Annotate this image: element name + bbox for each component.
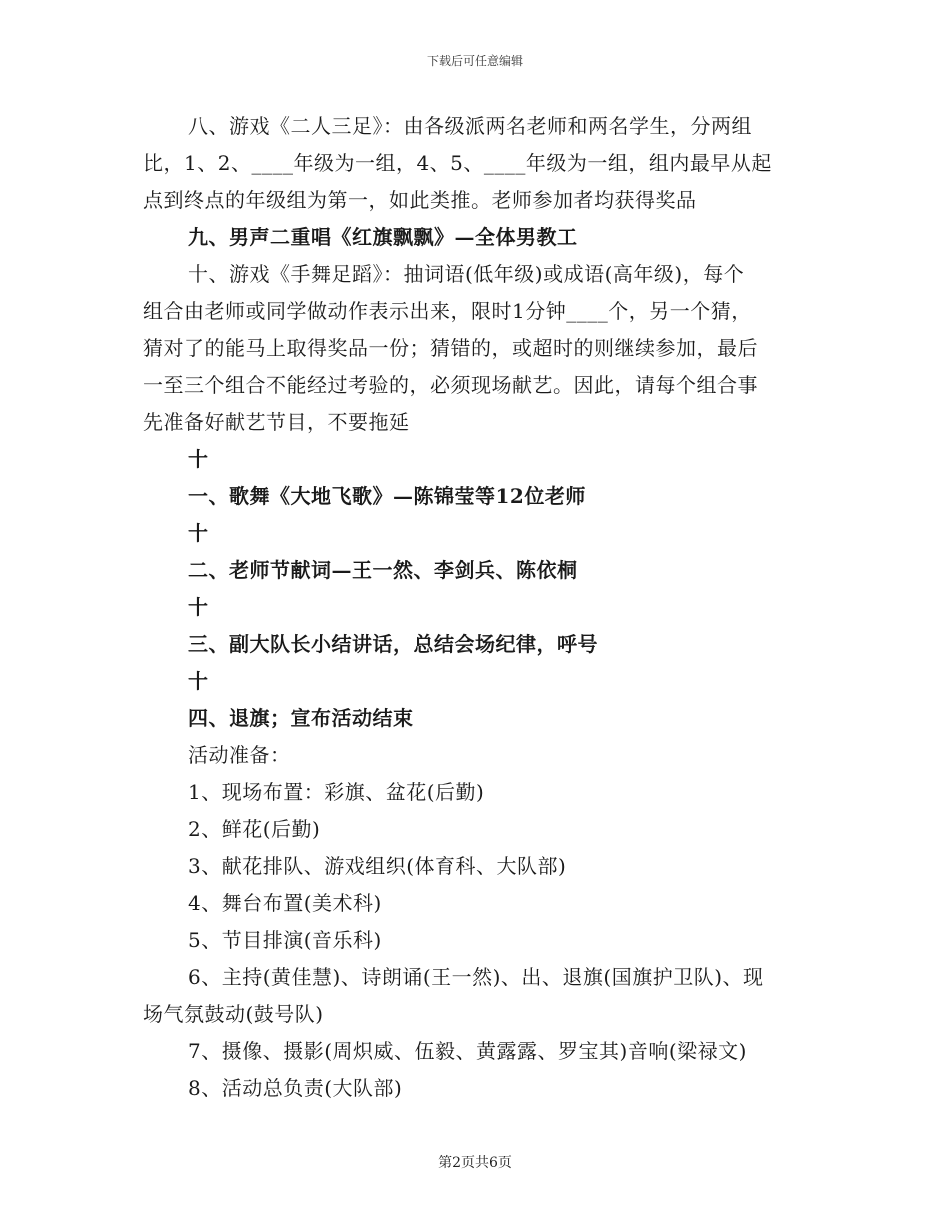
item-10-line-5: 先准备好献艺节目，不要拖延 [143, 410, 410, 434]
prep-item-1: 1、现场布置：彩旗、盆花(后勤) [188, 780, 485, 804]
prep-item-5: 5、节目排演(音乐科) [188, 928, 382, 952]
item-14: 四、退旗；宣布活动结束 [188, 706, 414, 730]
prep-item-6-line-2: 场气氛鼓动(鼓号队) [143, 1002, 324, 1026]
prep-item-3: 3、献花排队、游戏组织(体育科、大队部) [188, 854, 567, 878]
page-number: 第2页共6页 [438, 1155, 512, 1171]
item-13-prefix: 十 [188, 595, 209, 619]
item-10-line-4: 一至三个组合不能经过考验的，必须现场献艺。因此，请每个组合事 [143, 373, 758, 397]
item-8-line-1: 八、游戏《二人三足》：由各级派两名老师和两名学生，分两组 [188, 114, 752, 138]
header-note: 下载后可任意编辑 [426, 54, 523, 68]
item-11-prefix: 十 [188, 447, 209, 471]
item-10-line-2: 组合由老师或同学做动作表示出来，限时1分钟____个，另一个猜， [143, 299, 752, 323]
prep-item-7: 7、摄像、摄影(周炽威、伍毅、黄露露、罗宝其)音响(梁禄文) [188, 1039, 747, 1063]
prep-item-4: 4、舞台布置(美术科) [188, 891, 382, 915]
item-10-line-1: 十、游戏《手舞足蹈》：抽词语(低年级)或成语(高年级)，每个 [188, 262, 745, 286]
item-8-line-3: 点到终点的年级组为第一，如此类推。老师参加者均获得奖品 [143, 188, 697, 212]
item-10-line-3: 猜对了的能马上取得奖品一份；猜错的，或超时的则继续参加，最后 [143, 336, 758, 360]
item-14-prefix: 十 [188, 669, 209, 693]
preparation-heading: 活动准备： [188, 743, 291, 767]
item-13: 三、副大队长小结讲话，总结会场纪律，呼号 [188, 632, 598, 656]
prep-item-6-line-1: 6、主持(黄佳慧)、诗朗诵(王一然)、出、退旗(国旗护卫队)、现 [188, 965, 764, 989]
item-11: 一、歌舞《大地飞歌》—陈锦莹等12位老师 [188, 484, 586, 508]
item-8-line-2: 比，1、2、____年级为一组，4、5、____年级为一组，组内最早从起 [143, 151, 772, 175]
item-9: 九、男声二重唱《红旗飘飘》—全体男教工 [188, 225, 578, 249]
item-12-prefix: 十 [188, 521, 209, 545]
item-12: 二、老师节献词—王一然、李剑兵、陈依桐 [188, 558, 578, 582]
prep-item-8: 8、活动总负责(大队部) [188, 1076, 403, 1100]
document-body [143, 108, 813, 1107]
prep-item-2: 2、鲜花(后勤) [188, 817, 321, 841]
